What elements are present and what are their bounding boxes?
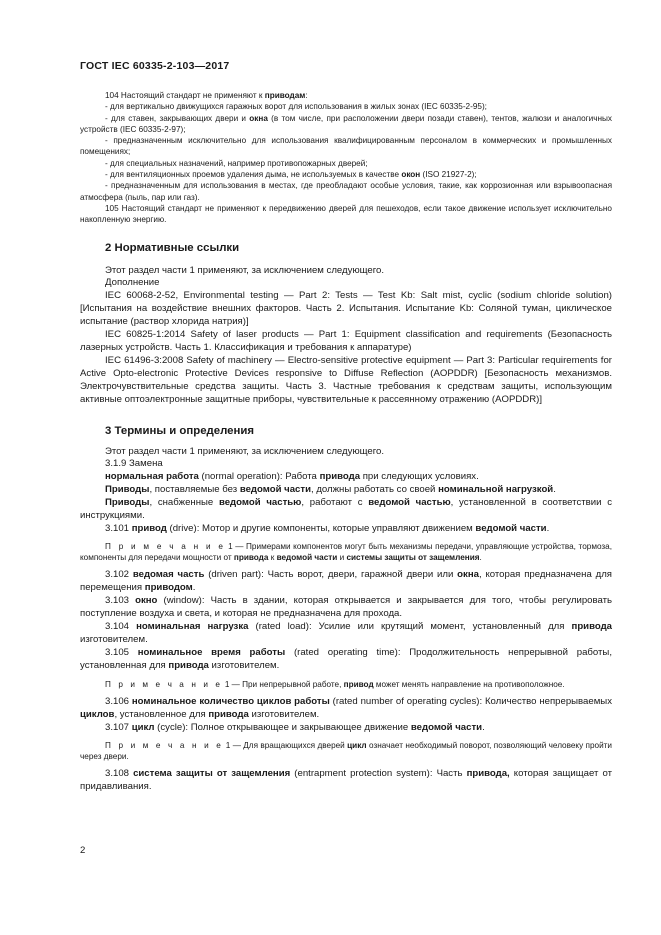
note-3-105: П р и м е ч а н и е 1 — При непрерывной работе, привод может менять направление на противоположное.	[105, 679, 565, 689]
page-number: 2	[80, 845, 86, 856]
section-3-body	[80, 446, 612, 536]
definitions-3-102-3-105	[80, 569, 612, 672]
drives-without-driven-part: Приводы, поставляемые без ведомой части, должны работать со своей номинальной нагрузкой.	[105, 484, 556, 496]
exclusion-item: - для специальных назначений, например противопожарных дверей;	[105, 158, 368, 168]
reference-iec-61496-3: IEC 61496-3:2008 Safety of machinery — Electro-sensitive protective equipment — Part 3: Particular requirements for Active Opto-electronic Protective Devices responsive to Diffuse Reflection (AOPDDR) [Безопасность механизмов. Электрочувствительные средства защиты. Часть 3. Частные требования к средствам защиты, использующим активные оптоэлектронные защитные приборы, чувствительные к рассеянному отражению (AOPDDR)]	[80, 354, 612, 405]
scope-block	[80, 90, 612, 226]
standard-code-header: ГОСТ IEC 60335-2-103—2017	[80, 60, 230, 72]
section-2-heading: 2 Нормативные ссылки	[105, 241, 240, 254]
definition-3-108: 3.108 система защиты от защемления (entrapment protection system): Часть привода, которая защищает от придавливания.	[80, 768, 612, 793]
note-3-101: П р и м е ч а н и е 1 — Примерами компонентов могут быть механизмы передачи, управляющие устройства, тормоза, компоненты для передачи мощности от привода к ведомой части и системы защиты от защемления.	[80, 541, 612, 563]
definition-3-108-block	[80, 768, 612, 794]
section-2-intro: Этот раздел части 1 применяют, за исключением следующего.	[105, 264, 385, 276]
section-3-intro: Этот раздел части 1 применяют, за исключением следующего.	[105, 445, 385, 457]
replacement-label: 3.1.9 Замена	[105, 458, 163, 470]
exclusion-item: - предназначенным для использования в местах, где преобладают особые условия, такие, как коррозионная или взрывоопасная атмосфера (пыль, пар или газ).	[80, 181, 612, 202]
exclusion-item: - для ставен, закрывающих двери и окна (в том числе, при расположении двери позади ставен), тентов, жалюзи и аналогичных устройств (IEC 60335-2-97);	[80, 113, 612, 134]
definition-3-103: 3.103 окно (window): Часть в здании, которая открывается и закрывается для того, чтобы регулировать поступление воздуха и света, и которая не предназначена для прохода.	[80, 595, 612, 620]
definitions-3-106-3-107	[80, 696, 612, 735]
clause-105: 105 Настоящий стандарт не применяют к передвижению дверей для пешеходов, если такое движение использует исключительно накопленную энергию.	[80, 203, 612, 225]
definition-3-106: 3.106 номинальное количество циклов работы (rated number of operating cycles): Количество непрерываемых циклов, установленное для привода изготовителем.	[80, 696, 612, 720]
drives-with-driven-part: Приводы, снабженные ведомой частью, работают с ведомой частью, установленной в соответствии с инструкциями.	[80, 497, 612, 522]
page-content	[80, 90, 612, 794]
reference-iec-60825-1: IEC 60825-1:2014 Safety of laser products — Part 1: Equipment classification and requirements (Безопасность лазерных устройств. Часть 1. Классификация и требования к аппаратуре)	[80, 329, 612, 353]
addition-label: Дополнение	[105, 277, 160, 289]
normal-operation-definition: нормальная работа (normal operation): Работа привода при следующих условиях.	[105, 471, 479, 483]
exclusion-item: - для вентиляционных проемов удаления дыма, не используемых в качестве окон (ISO 21927-2);	[105, 170, 477, 180]
definition-3-102: 3.102 ведомая часть (driven part): Часть ворот, двери, гаражной двери или окна, которая предназначена для перемещения приводом.	[80, 569, 612, 594]
definition-3-107: 3.107 цикл (cycle): Полное открывающее и закрывающее движение ведомой части.	[105, 721, 485, 733]
definition-3-104: 3.104 номинальная нагрузка (rated load): Усилие или крутящий момент, установленный для привода изготовителем.	[80, 621, 613, 645]
note-3-107: П р и м е ч а н и е 1 — Для вращающихся дверей цикл означает необходимый поворот, позволяющий человеку пройти через двери.	[80, 740, 612, 762]
clause-104: 104 Настоящий стандарт не применяют к приводам:	[105, 91, 308, 100]
exclusion-item: - для вертикально движущихся гаражных ворот для использования в жилых зонах (IEC 60335-2-95);	[105, 102, 487, 112]
reference-iec-60068-2-52: IEC 60068-2-52, Environmental testing — Part 2: Tests — Test Kb: Salt mist, cyclic (sodium chloride solution) [Испытания на воздействие внешних факторов. Часть 2. Испытания. Испытание Kb: Соляной туман, циклическое испытание (раствор хлорида натрия)]	[80, 290, 612, 328]
section-3-heading: 3 Термины и определения	[105, 424, 255, 437]
exclusion-item: - предназначенным исключительно для использования квалифицированным персоналом в коммерческих и промышленных помещениях;	[80, 136, 612, 157]
definition-3-101: 3.101 привод (drive): Мотор и другие компоненты, которые управляют движением ведомой части.	[105, 522, 550, 534]
definition-3-105: 3.105 номинальное время работы (rated operating time): Продолжительность непрерывной работы, установленная для привода изготовителем.	[80, 646, 612, 671]
section-2-body	[80, 265, 612, 407]
